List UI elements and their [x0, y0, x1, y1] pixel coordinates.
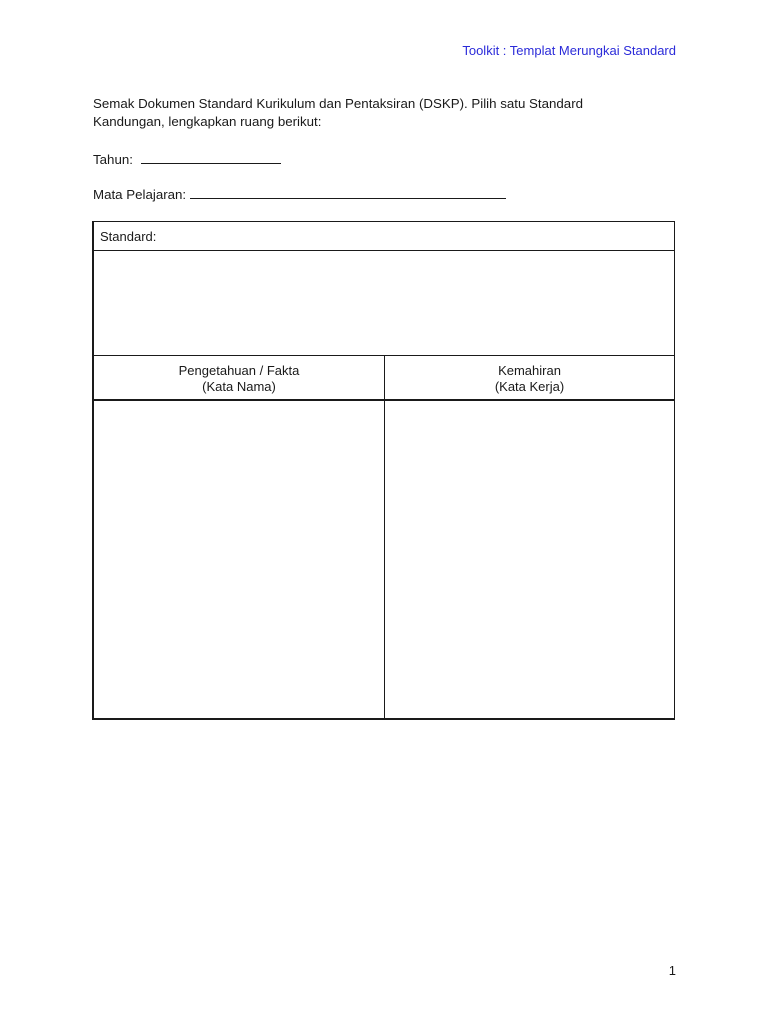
- knowledge-entry-area[interactable]: [94, 401, 385, 718]
- standard-entry-area[interactable]: [94, 251, 674, 356]
- subject-label: Mata Pelajaran:: [93, 187, 187, 202]
- standard-label: Standard:: [100, 229, 157, 244]
- year-field: [93, 150, 281, 167]
- standard-label-row: [94, 222, 674, 251]
- page-number: 1: [668, 963, 676, 978]
- skills-header-subtitle: (Kata Kerja): [494, 379, 565, 394]
- skills-header-title: Kemahiran: [498, 363, 561, 378]
- document-header-title: Toolkit : Templat Merungkai Standard: [462, 43, 676, 58]
- instructions-line-1: Semak Dokumen Standard Kurikulum dan Pentaksiran (DSKP). Pilih satu Standard: [93, 96, 584, 111]
- standard-worksheet-table: [92, 221, 675, 720]
- subject-blank-line[interactable]: [190, 185, 506, 199]
- instructions-paragraph: [93, 95, 683, 131]
- subject-field: [93, 185, 506, 202]
- instructions-line-2: Kandungan, lengkapkan ruang berikut:: [93, 114, 322, 129]
- knowledge-column-header: [94, 356, 385, 401]
- skills-column-header: [385, 356, 674, 401]
- year-label: Tahun:: [93, 152, 133, 167]
- knowledge-header-subtitle: (Kata Nama): [202, 379, 276, 394]
- year-blank-line[interactable]: [141, 150, 281, 164]
- knowledge-header-title: Pengetahuan / Fakta: [178, 363, 300, 378]
- skills-entry-area[interactable]: [385, 401, 674, 718]
